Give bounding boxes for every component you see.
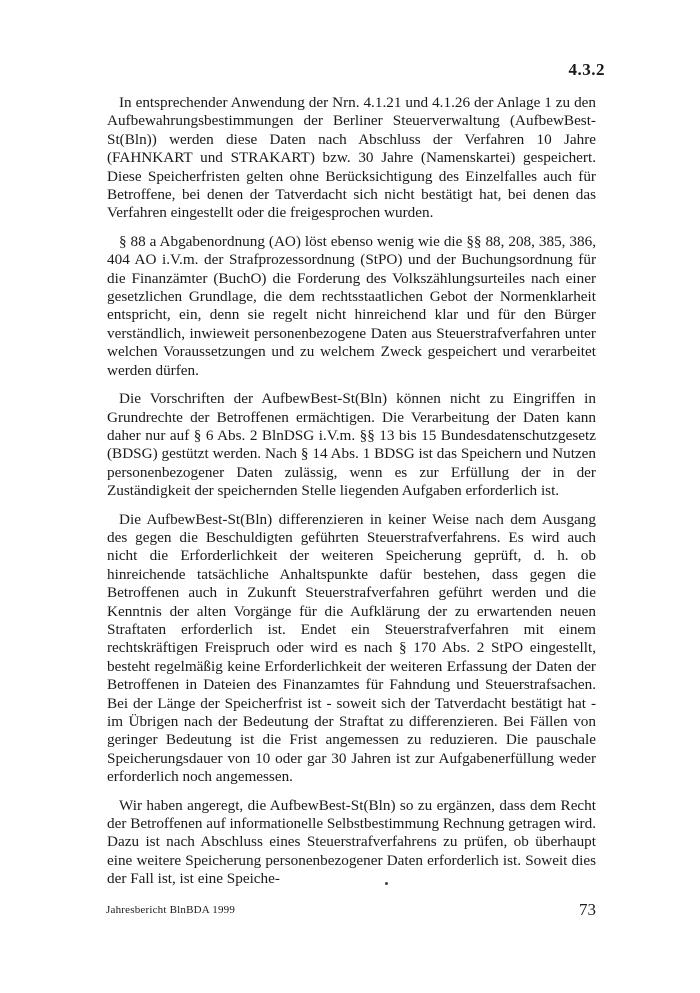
print-mark — [385, 882, 388, 885]
paragraph-4: Die AufbewBest-St(Bln) differenzieren in keiner Weise nach dem Ausgang des gegen die Beschuldigten geführten Steuerstrafverfahrens. Es wird auch nicht die Erforderlichkeit der weiteren Speicherung geprüft, d. h. ob hinreichende tatsächliche Anhaltspunkte dafür bestehen, dass gegen die Betroffenen auch in Zukunft Steuerstrafverfahren geführt werden und die Kenntnis der alten Vorgänge für die Aufklärung der zu erwartenden neuen Straftaten erforderlich ist. Endet ein Steuerstrafverfahren mit einem rechtskräftigen Freispruch oder wird es nach § 170 Abs. 2 StPO eingestellt, besteht regelmäßig keine Erforderlichkeit der weiteren Erfassung der Daten der Betroffenen in Dateien des Finanzamtes für Fahndung und Steuerstrafsachen. Bei der Länge der Speicherfrist ist - soweit sich der Tatverdacht bestätigt hat - im Übrigen nach der Bedeutung der Straftat zu differenzieren. Bei Fällen von geringer Bedeutung ist die Frist angemessen zu reduzieren. Die pauschale Speicherungsdauer von 10 oder gar 30 Jahren ist zur Aufgabenerfüllung weder erforderlich noch angemessen. — [107, 510, 596, 786]
page-number: 73 — [579, 900, 596, 919]
paragraph-2: § 88 a Abgabenordnung (AO) löst ebenso wenig wie die §§ 88, 208, 385, 386, 404 AO i.V.m. der Strafprozessordnung (StPO) und der Buchungsordnung für die Finanzämter (BuchO) die Forderung des Volkszählungsurteiles nach einer gesetzlichen Grundlage, die dem rechtsstaatlichen Gebot der Normenklarheit entspricht, ein, denn sie regelt nicht hinreichend klar und für den Bürger verständlich, inwieweit personenbezogene Daten aus Steuerstrafverfahren unter welchen Voraussetzungen und zu welchem Zweck gespeichert und verarbeitet werden dürfen. — [107, 232, 596, 379]
paragraph-3: Die Vorschriften der AufbewBest-St(Bln) können nicht zu Eingriffen in Grundrechte der Betroffenen ermächtigen. Die Verarbeitung der Daten kann daher nur auf § 6 Abs. 2 BlnDSG i.V.m. §§ 13 bis 15 Bundesdatenschutzgesetz (BDSG) gestützt werden. Nach § 14 Abs. 1 BDSG ist das Speichern und Nutzen personenbezogener Daten zulässig, wenn es zur Erfüllung der in der Zuständigkeit der speichernden Stelle liegenden Aufgaben erforderlich ist. — [107, 390, 596, 500]
footer-publication: Jahresbericht BlnBDA 1999 — [106, 904, 236, 916]
body-text — [107, 94, 596, 899]
section-number: 4.3.2 — [568, 60, 605, 79]
paragraph-1: In entsprechender Anwendung der Nrn. 4.1.21 und 4.1.26 der Anlage 1 zu den Aufbewahrungsbestimmungen der Berliner Steuerverwaltung (AufbewBest-St(Bln)) werden diese Daten nach Abschluss der Verfahren 10 Jahre (FAHNKART und STRAKART) bzw. 30 Jahre (Namenskartei) gespeichert. Diese Speicherfristen gelten ohne Berücksichtigung des Einzelfalles auch für Betroffene, bei denen der Tatverdacht sich nicht bestätigt hat, bei denen das Verfahren eingestellt oder die freigesprochen wurden. — [107, 94, 596, 222]
paragraph-5: Wir haben angeregt, die AufbewBest-St(Bln) so zu ergänzen, dass dem Recht der Betroffenen auf informationelle Selbstbestimmung Rechnung getragen wird. Dazu ist nach Abschluss eines Steuerstrafverfahrens zu prüfen, ob überhaupt eine weitere Speicherung personenbezogener Daten erforderlich ist. Soweit dies der Fall ist, ist eine Speiche- — [107, 796, 596, 888]
